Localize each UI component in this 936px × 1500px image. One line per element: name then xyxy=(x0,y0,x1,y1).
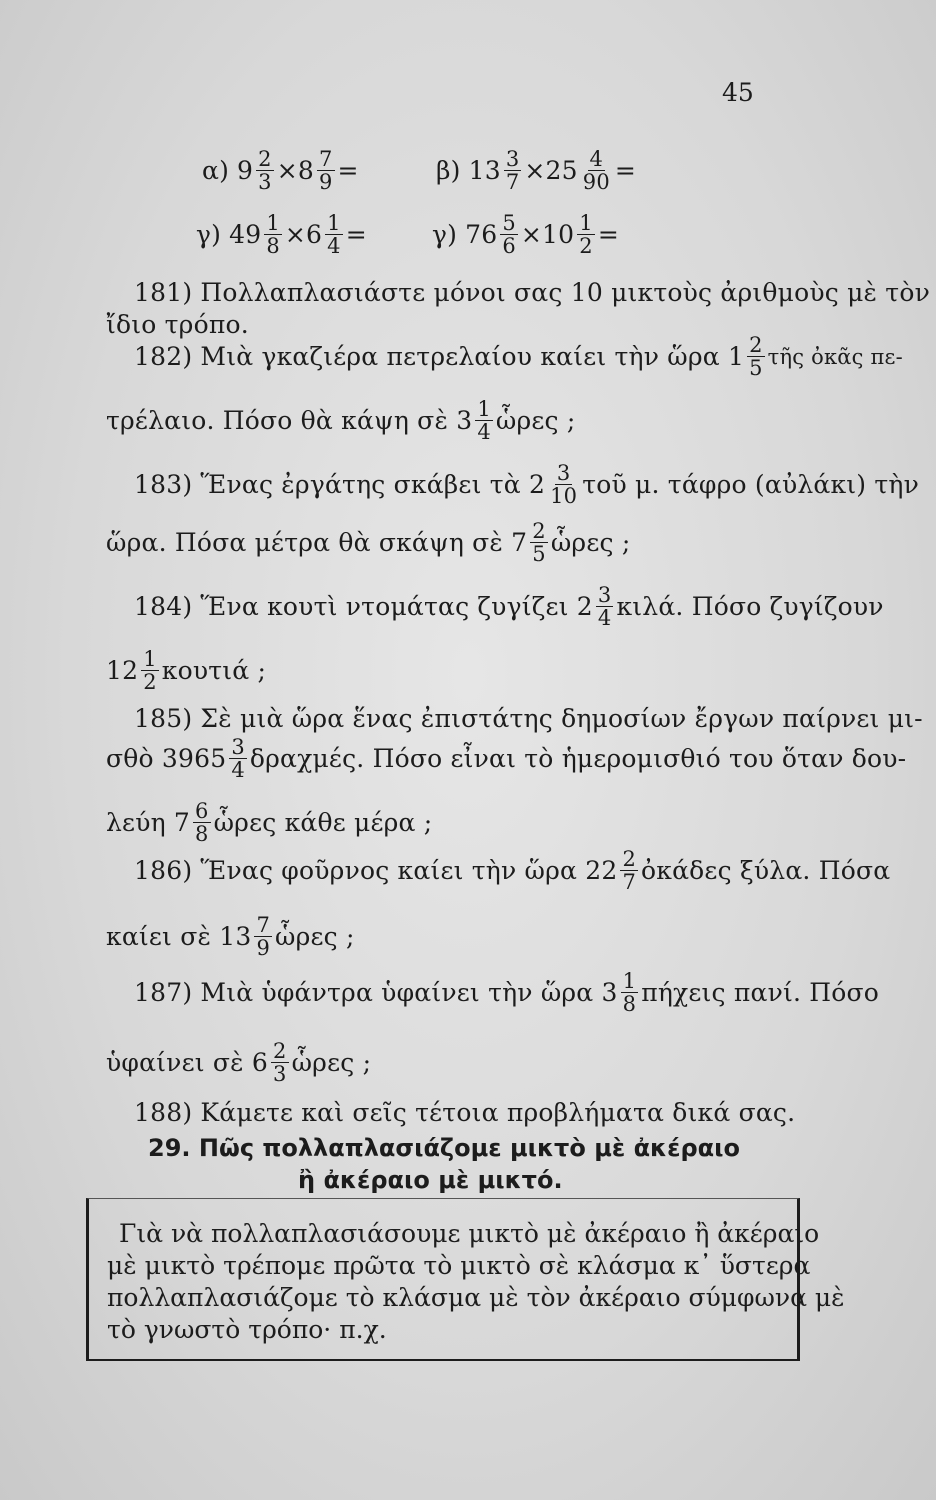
problem-182-line1: 182) Μιὰ γκαζιέρα πετρελαίου καίει τὴν ὥρα 1 $\frac{2}{5}$ τῆς ὀκᾶς πε- xyxy=(134,333,903,381)
fraction: $\frac{1}{4}$ xyxy=(477,397,491,445)
problem-185-line3: λεύη 7 $\frac{6}{8}$ ὧρες κάθε μέρα ; xyxy=(106,799,433,847)
section-heading-line2: ἢ ἀκέραιο μὲ μικτό. xyxy=(298,1166,563,1194)
exercise-b: β) 13 $\frac{3}{7}$ × 25 $\frac{4}{90}$ = xyxy=(436,147,637,195)
fraction: $\frac{2}{7}$ xyxy=(622,847,637,895)
page-number: 45 xyxy=(722,78,754,107)
fraction: $\frac{5}{6}$ xyxy=(502,211,516,259)
rule-line3: πολλαπλασιάζομε τὸ κλάσμα μὲ τὸν ἀκέραιο σύμφωνα μὲ xyxy=(107,1283,845,1312)
section-heading-line1: 29. Πῶς πολλαπλασιάζομε μικτὸ μὲ ἀκέραιο xyxy=(148,1134,740,1162)
fraction: $\frac{2}{3}$ xyxy=(273,1039,287,1087)
exercise-a: α) 9 $\frac{2}{3}$ × 8 $\frac{7}{9}$ = xyxy=(202,147,359,195)
problem-183-line1: 183) Ἕνας ἐργάτης σκάβει τὰ 2 $\frac{3}{10}$ τοῦ μ. τάφρο (αὐλάκι) τὴν xyxy=(134,461,920,509)
problem-187-line1: 187) Μιὰ ὑφάντρα ὑφαίνει τὴν ὥρα 3 $\frac{1}{8}$ πήχεις πανί. Πόσο xyxy=(134,969,880,1017)
fraction: $\frac{1}{8}$ xyxy=(622,969,637,1017)
problem-181-line2: ἴδιο τρόπο. xyxy=(106,310,249,339)
fraction: $\frac{3}{4}$ xyxy=(231,735,245,783)
fraction: $\frac{7}{9}$ xyxy=(318,147,333,195)
whole: 9 xyxy=(237,156,254,186)
fraction: $\frac{3}{10}$ xyxy=(550,461,578,509)
problem-187-line2: ὑφαίνει σὲ 6 $\frac{2}{3}$ ὧρες ; xyxy=(106,1039,372,1087)
problem-185-line2: σθὸ 3965 $\frac{3}{4}$ δραχμές. Πόσο εἶναι τὸ ἡμερομισθιό του ὅταν δου- xyxy=(106,735,907,783)
fraction: $\frac{1}{2}$ xyxy=(579,211,593,259)
fraction: $\frac{3}{4}$ xyxy=(597,583,612,631)
problem-186-line1: 186) Ἕνας φοῦρνος καίει τὴν ὥρα 22 $\frac{2}{7}$ ὀκάδες ξύλα. Πόσα xyxy=(134,847,891,895)
fraction: $\frac{1}{2}$ xyxy=(143,647,157,695)
fraction: $\frac{1}{8}$ xyxy=(266,211,280,259)
problem-185-line1: 185) Σὲ μιὰ ὥρα ἕνας ἐπιστάτης δημοσίων ἔργων παίρνει μι- xyxy=(134,704,923,733)
problem-188: 188) Κάμετε καὶ σεῖς τέτοια προβλήματα δικά σας. xyxy=(134,1098,796,1127)
fraction: $\frac{2}{3}$ xyxy=(258,147,272,195)
fraction: $\frac{4}{90}$ xyxy=(582,147,610,195)
label: α) xyxy=(202,156,230,186)
rule-box xyxy=(86,1198,845,1361)
rule-line4: τὸ γνωστὸ τρόπο· π.χ. xyxy=(107,1315,387,1344)
problem-186-line2: καίει σὲ 13 $\frac{7}{9}$ ὧρες ; xyxy=(106,913,355,961)
fraction: $\frac{1}{4}$ xyxy=(327,211,341,259)
fraction: $\frac{2}{5}$ xyxy=(532,519,546,567)
rule-line1: Γιὰ νὰ πολλαπλασιάσουμε μικτὸ μὲ ἀκέραιο ἢ ἀκέραιο xyxy=(119,1219,820,1248)
rule-line2: μὲ μικτὸ τρέπομε πρῶτα τὸ μικτὸ σὲ κλάσμα κ᾿ ὕστερα xyxy=(107,1251,811,1280)
problem-183-line2: ὥρα. Πόσα μέτρα θὰ σκάψη σὲ 7 $\frac{2}{5}$ ὧρες ; xyxy=(106,519,631,567)
fraction: $\frac{3}{7}$ xyxy=(505,147,520,195)
problem-182-line2: τρέλαιο. Πόσο θὰ κάψη σὲ 3 $\frac{1}{4}$ ὧρες ; xyxy=(106,397,576,445)
problem-184-line1: 184) Ἕνα κουτὶ ντομάτας ζυγίζει 2 $\frac{3}{4}$ κιλά. Πόσο ζυγίζουν xyxy=(134,583,884,631)
fraction: $\frac{6}{8}$ xyxy=(195,799,209,847)
fraction: $\frac{2}{5}$ xyxy=(749,333,763,381)
exercise-c: γ) 49 $\frac{1}{8}$ × 6 $\frac{1}{4}$ = xyxy=(196,211,367,259)
problem-181-line1: 181) Πολλαπλασιάστε μόνοι σας 10 μικτοὺς ἀριθμοὺς μὲ τὸν xyxy=(134,278,930,307)
problem-184-line2: 12 $\frac{1}{2}$ κουτιά ; xyxy=(106,647,267,695)
exercise-d: γ) 76 $\frac{5}{6}$ × 10 $\frac{1}{2}$ = xyxy=(432,211,619,259)
fraction: $\frac{7}{9}$ xyxy=(256,913,271,961)
